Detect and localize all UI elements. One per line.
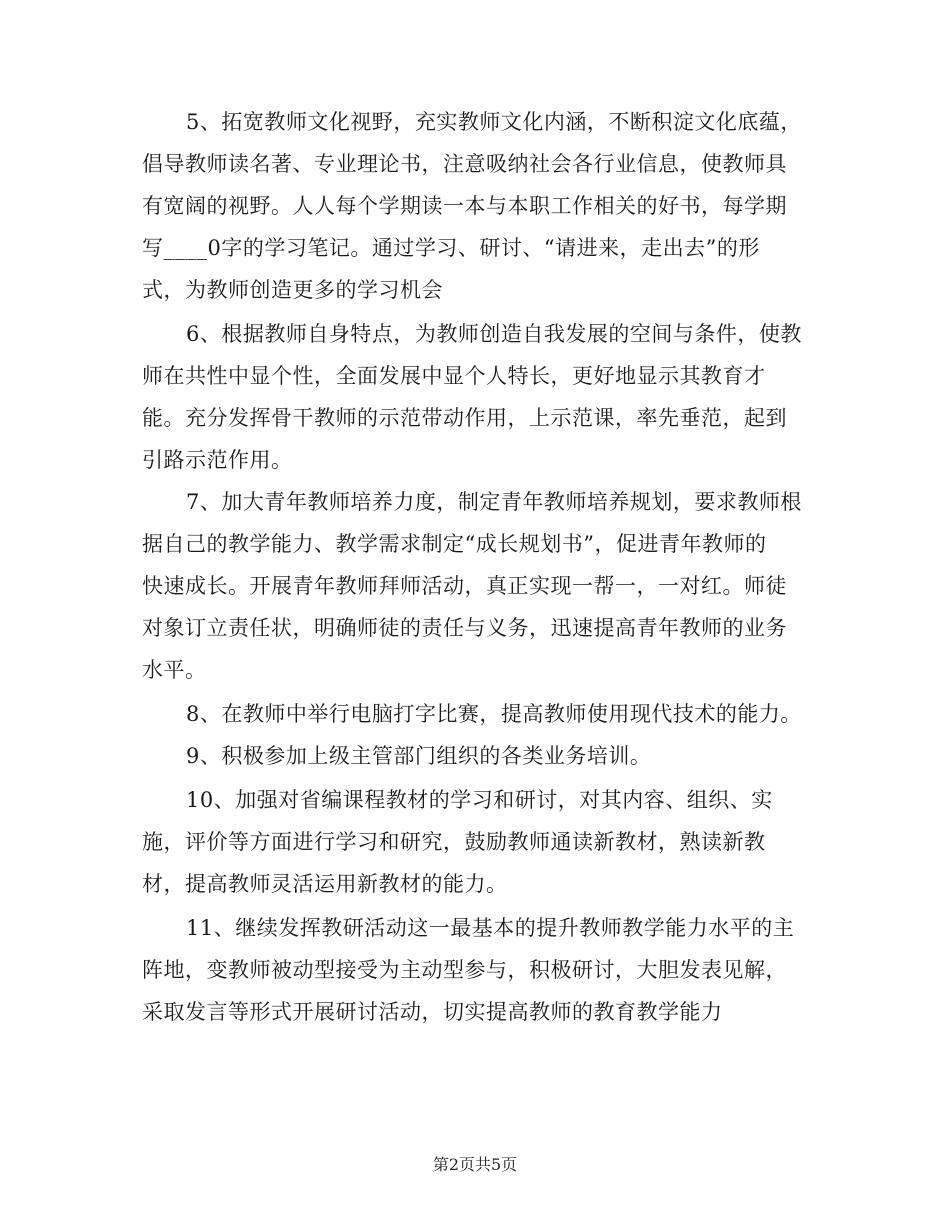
paragraph-6-line-4: 引路示范作用。 xyxy=(142,448,293,472)
paragraph-11-line-1: 11、继续发挥教研活动这一最基本的提升教师教学能力水平的主 xyxy=(186,916,795,940)
paragraph-7-line-2: 据自己的教学能力、教学需求制定“成长规划书”，促进青年教师的 xyxy=(142,532,767,556)
paragraph-5-line-2: 倡导教师读名著、专业理论书，注意吸纳社会各行业信息，使教师具 xyxy=(142,152,787,176)
paragraph-10-line-1: 10、加强对省编课程教材的学习和研讨，对其内容、组织、实 xyxy=(186,788,773,812)
page-number-footer: 第2页共5页 xyxy=(432,1155,518,1174)
paragraph-8: 8、在教师中举行电脑打字比赛，提高教师使用现代技术的能力。 xyxy=(186,702,802,726)
paragraph-7-line-3: 快速成长。开展青年教师拜师活动，真正实现一帮一，一对红。师徒 xyxy=(142,574,787,598)
paragraph-6-line-2: 师在共性中显个性，全面发展中显个人特长，更好地显示其教育才 xyxy=(142,364,766,388)
paragraph-7-line-1: 7、加大青年教师培养力度，制定青年教师培养规划，要求教师根 xyxy=(186,490,802,514)
paragraph-10-line-3: 材，提高教师灵活运用新教材的能力。 xyxy=(142,872,508,896)
paragraph-5-line-3: 有宽阔的视野。人人每个学期读一本与本职工作相关的好书，每学期 xyxy=(142,194,787,218)
paragraph-10-line-2: 施，评价等方面进行学习和研究，鼓励教师通读新教材，熟读新教 xyxy=(142,830,766,854)
paragraph-11-line-2: 阵地，变教师被动型接受为主动型参与，积极研讨，大胆发表见解， xyxy=(142,958,787,982)
paragraph-5-line-1: 5、拓宽教师文化视野，充实教师文化内涵，不断积淀文化底蕴， xyxy=(186,110,802,134)
paragraph-6-line-3: 能。充分发挥骨干教师的示范带动作用，上示范课，率先垂范，起到 xyxy=(142,406,787,430)
paragraph-7-line-4: 对象订立责任状，明确师徒的责任与义务，迅速提高青年教师的业务 xyxy=(142,616,787,640)
paragraph-9: 9、积极参加上级主管部门组织的各类业务培训。 xyxy=(186,744,652,768)
paragraph-6-line-1: 6、根据教师自身特点，为教师创造自我发展的空间与条件，使教 xyxy=(186,322,802,346)
paragraph-11-line-3: 采取发言等形式开展研讨活动，切实提高教师的教育教学能力 xyxy=(142,1000,723,1024)
paragraph-5-line-5: 式，为教师创造更多的学习机会 xyxy=(142,278,443,302)
paragraph-5-line-4: 写____0字的学习笔记。通过学习、研讨、“请进来，走出去”的形 xyxy=(142,236,760,260)
paragraph-7-line-5: 水平。 xyxy=(142,658,207,682)
